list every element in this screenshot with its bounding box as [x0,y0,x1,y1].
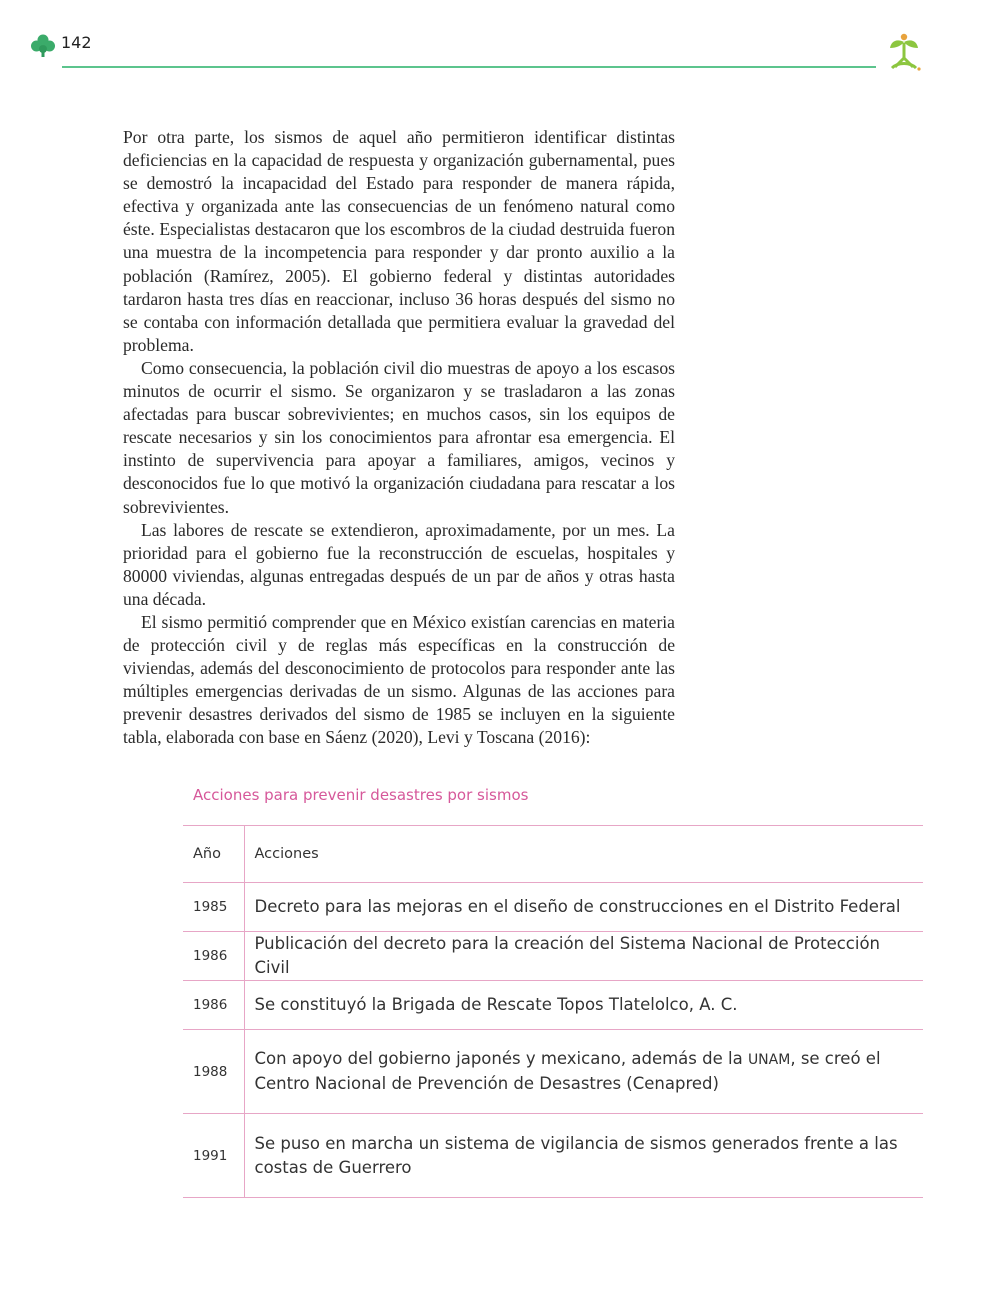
table-row [183,932,923,981]
person-sprout-logo-icon [886,32,922,72]
paragraph: Las labores de rescate se extendieron, aproximadamente, por un mes. La prioridad para el gobierno fue la reconstrucción de escuelas, hospitales y 80000 viviendas, algunas entregadas después de un par de años y otras hasta una década. [123,519,675,609]
year-column-header: Año [183,826,244,883]
action-text: Con apoyo del gobierno japonés y mexicano, además de la [254,1049,748,1068]
table-row [183,1114,923,1198]
year-cell: 1986 [183,981,244,1030]
action-cell: Publicación del decreto para la creación del Sistema Nacional de Protección Civil [244,932,923,981]
year-cell: 1985 [183,883,244,932]
header-rule [62,66,876,68]
table-title: Acciones para prevenir desastres por sismos [193,786,529,804]
page-header [0,0,986,80]
unam-acronym: UNAM [747,1052,791,1068]
action-cell: Se constituyó la Brigada de Rescate Topos Tlatelolco, A. C. [244,981,923,1030]
year-cell: 1991 [183,1114,244,1198]
year-cell: 1986 [183,932,244,981]
actions-table [183,825,923,1198]
body-text [123,126,675,750]
action-cell: Decreto para las mejoras en el diseño de construcciones en el Distrito Federal [244,883,923,932]
action-text: , se creó el Centro Nacional de Prevención de Desastres (Cenapred) [254,1049,881,1093]
actions-column-header: Acciones [244,826,923,883]
table-row [183,883,923,932]
paragraph: Por otra parte, los sismos de aquel año permitieron identificar distintas deficiencias en la capacidad de respuesta y organización gubernamental, pues se demostró la incapacidad del Estado para responder de manera rápida, efectiva y organizada ante las consecuencias de un fenómeno natural como éste. Especialistas destacaron que los escombros de la ciudad destruida fueron una muestra de la incompetencia para responder y dar pronto auxilio a la población (Ramírez, 2005). El gobierno federal y distintas autoridades tardaron hasta tres días en reaccionar, incluso 36 horas después del sismo no se contaba con información detallada que permitiera evaluar la gravedad del problema. [123,127,675,355]
table-row [183,1030,923,1114]
paragraph: El sismo permitió comprender que en México existían carencias en materia de protección civil y de reglas más específicas en la construcción de viviendas, además del desconocimiento de protocolos para responder ante las múltiples emergencias derivadas de un sismo. Algunas de las acciones para prevenir desastres derivados del sismo de 1985 se incluyen en la siguiente tabla, elaborada con base en Sáenz (2020), Levi y Toscana (2016): [123,611,675,748]
table-row [183,981,923,1030]
table-header-row [183,826,923,883]
page-number: 142 [61,33,92,52]
year-cell: 1988 [183,1030,244,1114]
clover-logo-icon [30,33,56,57]
action-cell [244,1030,923,1114]
paragraph: Como consecuencia, la población civil dio muestras de apoyo a los escasos minutos de ocurrir el sismo. Se organizaron y se trasladaron a las zonas afectadas para buscar sobrevivientes; en muchos casos, sin los equipos de rescate necesarios y sin los conocimientos para afrontar esa emergencia. El instinto de supervivencia para apoyar a familiares, amigos, vecinos y desconocidos fue lo que motivó la organización ciudadana para rescatar a los sobrevivientes. [123,357,675,517]
action-cell: Se puso en marcha un sistema de vigilancia de sismos generados frente a las costas de Guerrero [244,1114,923,1198]
